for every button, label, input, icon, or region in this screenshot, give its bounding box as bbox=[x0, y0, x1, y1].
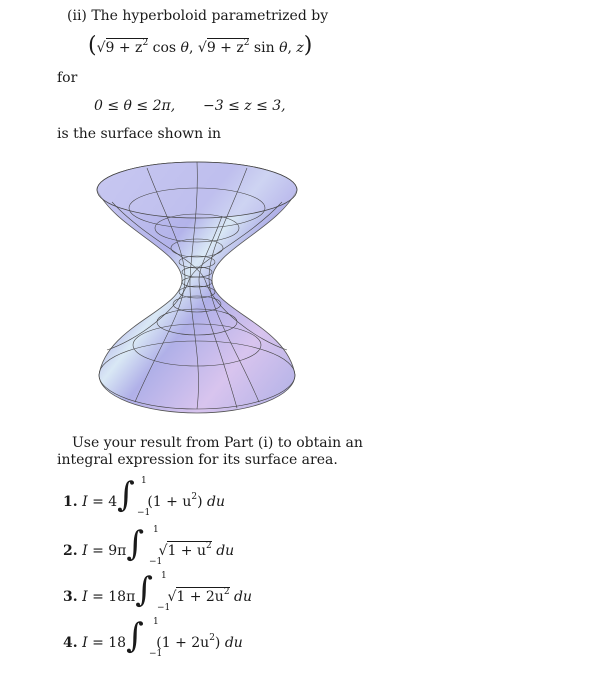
z-range: −3 ≤ z ≤ 3, bbox=[203, 98, 286, 114]
question-line-1: Use your result from Part (i) to obtain an bbox=[72, 435, 363, 451]
part-heading: (ii) The hyperboloid parametrized by bbox=[67, 8, 329, 24]
question-line-2: integral expression for its surface area. bbox=[57, 452, 338, 468]
hyperboloid-figure bbox=[87, 150, 307, 420]
option-2[interactable]: 2. I = 9π∫ 1 −1 $√1 + u^2$ du bbox=[63, 524, 235, 567]
surface-caption: is the surface shown in bbox=[57, 126, 222, 142]
option-1[interactable]: 1. I = 4∫ 1 −1 $(1 + u^2)$ du bbox=[63, 475, 226, 518]
parametrization: ($√9 + z^2$ cos θ, $√9 + z^2$ sin θ, z) bbox=[88, 33, 313, 58]
option-3[interactable]: 3. I = 18π∫ 1 −1 $√1 + 2u^2$ du bbox=[63, 570, 252, 613]
for-word: for bbox=[57, 70, 78, 86]
option-4[interactable]: 4. I = 18∫ 1 −1 $(1 + 2u^2)$ du bbox=[63, 616, 243, 659]
theta-range: 0 ≤ θ ≤ 2π, bbox=[94, 98, 176, 114]
